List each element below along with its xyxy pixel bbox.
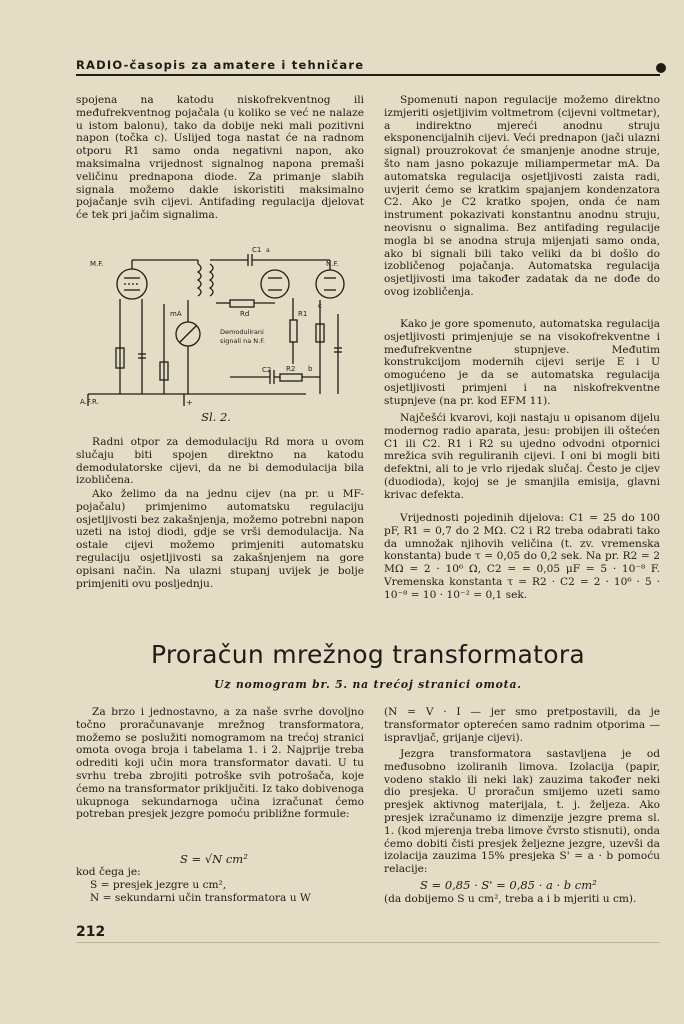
figure-caption: Sl. 2.	[201, 410, 231, 424]
label-c2: C2	[262, 366, 272, 374]
mf-transformer-coil-2	[210, 264, 213, 296]
nf-tube-icon	[316, 270, 344, 298]
label-r2: R2	[286, 365, 296, 373]
running-title: RADIO-časopis za amatere i tehničare	[76, 58, 365, 72]
left-paragraph-3: Ako želimo da na jednu cijev (na pr. u MF-pojačalu) primjenimo automatsku regulaciju osjetljivosti bez zakašnjenja, možemo potrebni napon uzeti na istoj diodi, gdje se vrši demodulacija. Na ostale cijevi možemo primjeniti automatsku regulaciju osjetljivosti sa zakašnjenjem na gore opisani način. Na ulazni stupanj uvijek je bolje primjeniti ovu posljednju.	[76, 488, 364, 590]
article-right-paragraph-1: (N = V · I — jer smo pretpostavili, da je transformator opterećen samo radnim otporima — ispravljač, grijanje cijevi).	[384, 706, 660, 744]
article-title: Proračun mrežnog transformatora	[150, 640, 586, 669]
label-plus: +	[186, 398, 193, 407]
label-a: a	[266, 247, 270, 254]
right-paragraph-2: Kako je gore spomenuto, automatska regulacija osjetljivosti primjenjuje se na visokofrekventne i međufrekventne stupnjeve. Međutim konstrukcijom modernih cijevi serije E i U omogućeno je da se automatska regulacija osjetljivosti primjeni i na niskofrekventne stupnjeve (na pr. kod EFM 11).	[384, 318, 660, 407]
formula-s-net: S = 0,85 · S' = 0,85 · a · b cm²	[420, 878, 597, 892]
header-dot-icon	[656, 63, 666, 73]
article-right-paragraph-3: (da dobijemo S u cm², treba a i b mjeriti u cm).	[384, 893, 637, 905]
definition-s: S = presjek jezgre u cm²,	[90, 879, 227, 891]
page-bottom-rule	[76, 942, 660, 943]
article-right-paragraph-2: Jezgra transformatora sastavljena je od međusobno izoliranih limova. Izolacija (papir, vodeno staklo ili neki lak) zauzima također neki dio presjeka. U proračun smijemo uzeti samo presjek aktivnog materijala, t. j. željeza. Ako presjek izračunamo iz dimenzije jezgre prema sl. 1. (kod mjerenja treba limove čvrsto stisnuti), onda ćemo dobiti čisti presjek željezne jezgre, uzevši da izolacija zauzima 15% presjeka S' = a · b pomoću relacije:	[384, 748, 660, 876]
page-number: 212	[76, 924, 106, 940]
right-paragraph-3: Najčešći kvarovi, koji nastaju u opisanom dijelu modernog radio aparata, jesu: probijen ili oštećen C1 ili C2. R1 i R2 su ujedno odvodni otpornici mrežica svih reguliranih cijevi. I oni bi mogli biti defektni, ali to je vrlo rijedak slučaj. Često je cijev (duodioda), kojoj se je smanjila emisija, glavni krivac defekta.	[384, 412, 660, 501]
article-left-paragraph-1: Za brzo i jednostavno, a za naše svrhe dovoljno točno proračunavanje mrežnog transformatora, možemo se poslužiti nomogramom na trećoj stranici omota ovoga broja i tabelama 1. i 2. Najprije treba odrediti koji učin mora transformator davati. U tu svrhu treba zbrojiti potroške svih potrošača, koje ćemo na transformator priključiti. Iz tako dobivenoga ukupnoga sekundarnoga učina izračunat ćemo potreban presjek jezgre pomoću približne formule:	[76, 706, 364, 821]
label-demod-1: Demodulirani	[220, 328, 264, 336]
kod-cega-line: kod čega je:	[76, 866, 141, 878]
definition-n: N = sekundarni učin transformatora u W	[90, 892, 311, 904]
right-paragraph-4: Vrijednosti pojedinih dijelova: C1 = 25 do 100 pF, R1 = 0,7 do 2 MΩ. C2 i R2 treba odabrati tako da umnožak njihovih veličina (t. zv. vremenska konstanta) bude τ = 0,05 do 0,2 sek. Na pr. R2 = 2 MΩ = 2 · 10⁶ Ω, C2 = = 0,05 μF = 5 · 10⁻⁸ F. Vremenska konstanta τ = R2 · C2 = 2 · 10⁶ · 5 · 10⁻⁸ = 10 · 10⁻² = 0,1 sek.	[384, 512, 660, 601]
left-paragraph-1: spojena na katodu niskofrekventnog ili međufrekventnog pojačala (u koliko se već ne nalaze u istom balonu), tako da dobije neki mali pozitivni napon (točka c). Uslijed toga nastat će na radnom otporu R1 samo onda negativni napon, ako maksimalna vrijednost signalnog napona premaši veličinu prednapona diode. Za primanje slabih signala možemo dakle iskoristiti maksimalno pojačanje svih cijevi. Antifading regulacija djelovat će tek pri jačim signalima.	[76, 94, 364, 222]
label-mf: M.F.	[90, 260, 104, 268]
label-afr: A.F.R.	[80, 398, 99, 406]
mf-transformer-coil-1	[198, 264, 201, 296]
circuit-schematic	[80, 244, 352, 408]
label-c: c	[318, 302, 322, 310]
header-rule	[76, 74, 660, 76]
right-paragraph-1: Spomenuti napon regulacije možemo direktno izmjeriti osjetljivim voltmetrom (cijevni voltmetar), a indirektno mjereći anodnu struju eksponencijalnih cijevi. Veći prednapon (jači ulazni signal) prouzrokovat će smanjenje anodne struje, što nam jasno pokazuje miliampermetar mA. Da automatska regulacija osjetljivosti zaista radi, uvjerit ćemo se kratkim spajanjem kondenzatora C2. Ako je C2 kratko spojen, onda će nam instrument pokazivati konstantnu anodnu struju, neovisnu o signalima. Bez antifading regulacije mogla bi se anodna struja mijenjati samo onda, ako bi signali bili tako veliki da bi došlo do izobličenog pojačanja. Automatska regulacija osjetljivosti ima također zadatak da ne dođe do ovog izobličenja.	[384, 94, 660, 298]
formula-s: S = √N cm²	[180, 852, 248, 866]
left-paragraph-2: Radni otpor za demodulaciju Rd mora u ovom slučaju biti spojen direktno na katodu demodulatorske cijevi, da ne bi demodulacija bila izobličena.	[76, 436, 364, 487]
resistor-r2	[280, 374, 302, 381]
label-ma: mA	[170, 310, 182, 318]
resistor-rd	[230, 300, 254, 307]
label-b: b	[308, 365, 313, 373]
duodiode-tube-icon	[261, 270, 289, 298]
label-rd: Rd	[240, 310, 250, 318]
label-nf: N.F.	[326, 260, 339, 268]
resistor-r1	[290, 320, 297, 342]
article-subtitle: Uz nomogram br. 5. na trećoj stranici omota.	[214, 678, 522, 691]
label-r1: R1	[298, 310, 308, 318]
label-c1: C1	[252, 246, 262, 254]
label-demod-2: signali na N.F.	[220, 337, 265, 345]
